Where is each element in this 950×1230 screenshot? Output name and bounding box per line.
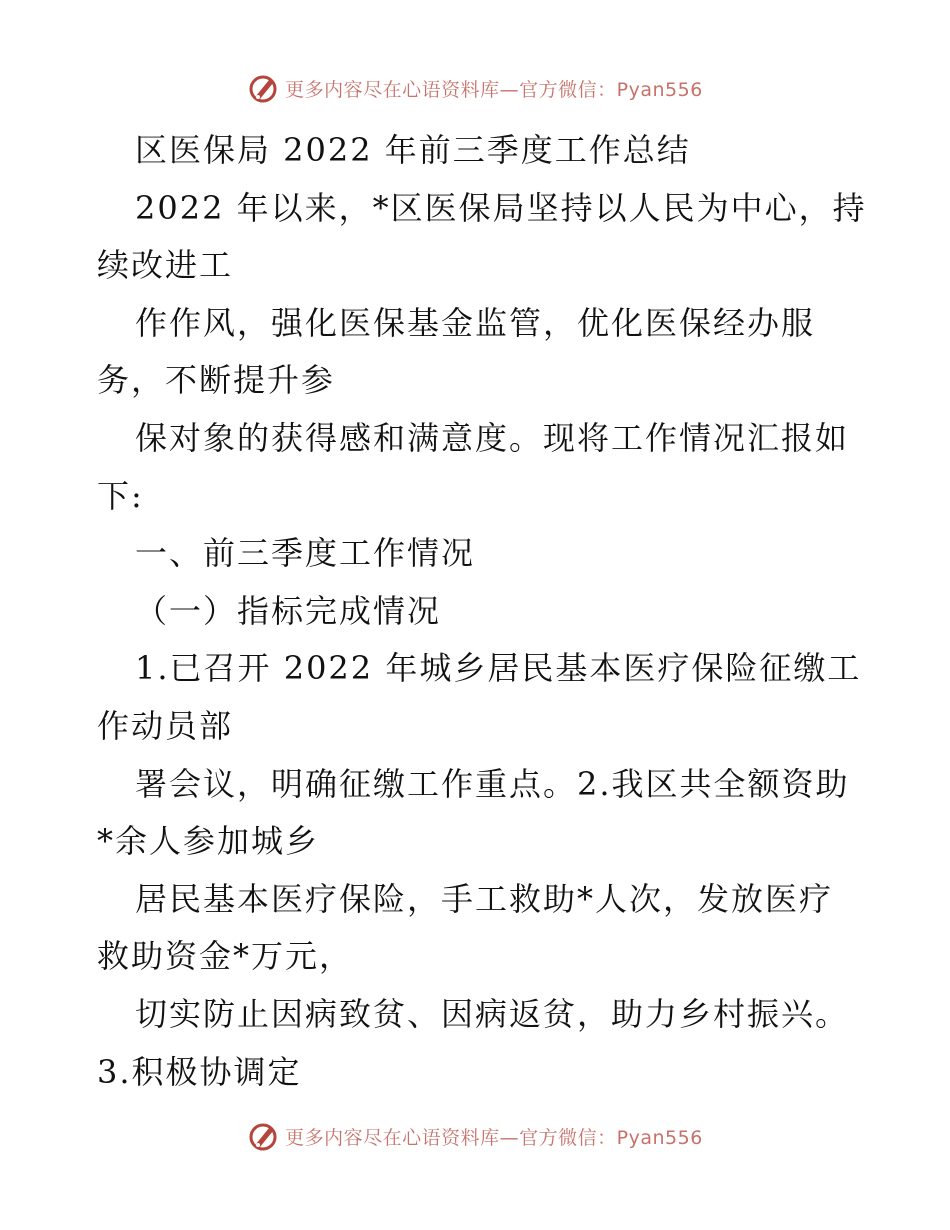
document-line: （一）指标完成情况 [135,591,442,630]
document-line: *余人参加城乡 [97,822,320,861]
document-line: 救助资金*万元， [97,937,354,976]
pen-seal-logo-icon [247,1120,279,1152]
document-line: 署会议，明确征缴工作重点。2.我区共全额资助 [135,764,850,803]
header-watermark-banner [0,72,950,104]
document-line: 务，不断提升参 [97,361,336,400]
footer-watermark-banner [0,1120,950,1152]
document-line: 3.积极协调定 [97,1052,302,1091]
document-line: 一、前三季度工作情况 [135,534,476,573]
document-line: 作作风，强化医保基金监管，优化医保经办服 [135,303,816,342]
watermark-text: 更多内容尽在心语资料库—官方微信：Pyan556 [285,78,703,101]
document-line: 下: [97,476,144,515]
document-line: 保对象的获得感和满意度。现将工作情况汇报如 [135,418,850,457]
document-body [97,122,867,1101]
document-line: 续改进工 [97,246,234,285]
document-line: 2022 年以来，*区医保局坚持以人民为中心，持 [135,188,867,227]
pen-seal-logo-icon [247,72,279,104]
document-line: 切实防止因病致贫、因病返贫，助力乡村振兴。 [135,994,850,1033]
document-title: 区医保局 2022 年前三季度工作总结 [135,131,691,169]
document-line: 居民基本医疗保险，手工救助*人次，发放医疗 [135,879,834,918]
document-line: 1.已召开 2022 年城乡居民基本医疗保险征缴工 [135,649,862,688]
watermark-text: 更多内容尽在心语资料库—官方微信：Pyan556 [285,1126,703,1149]
document-line: 作动员部 [97,706,234,745]
